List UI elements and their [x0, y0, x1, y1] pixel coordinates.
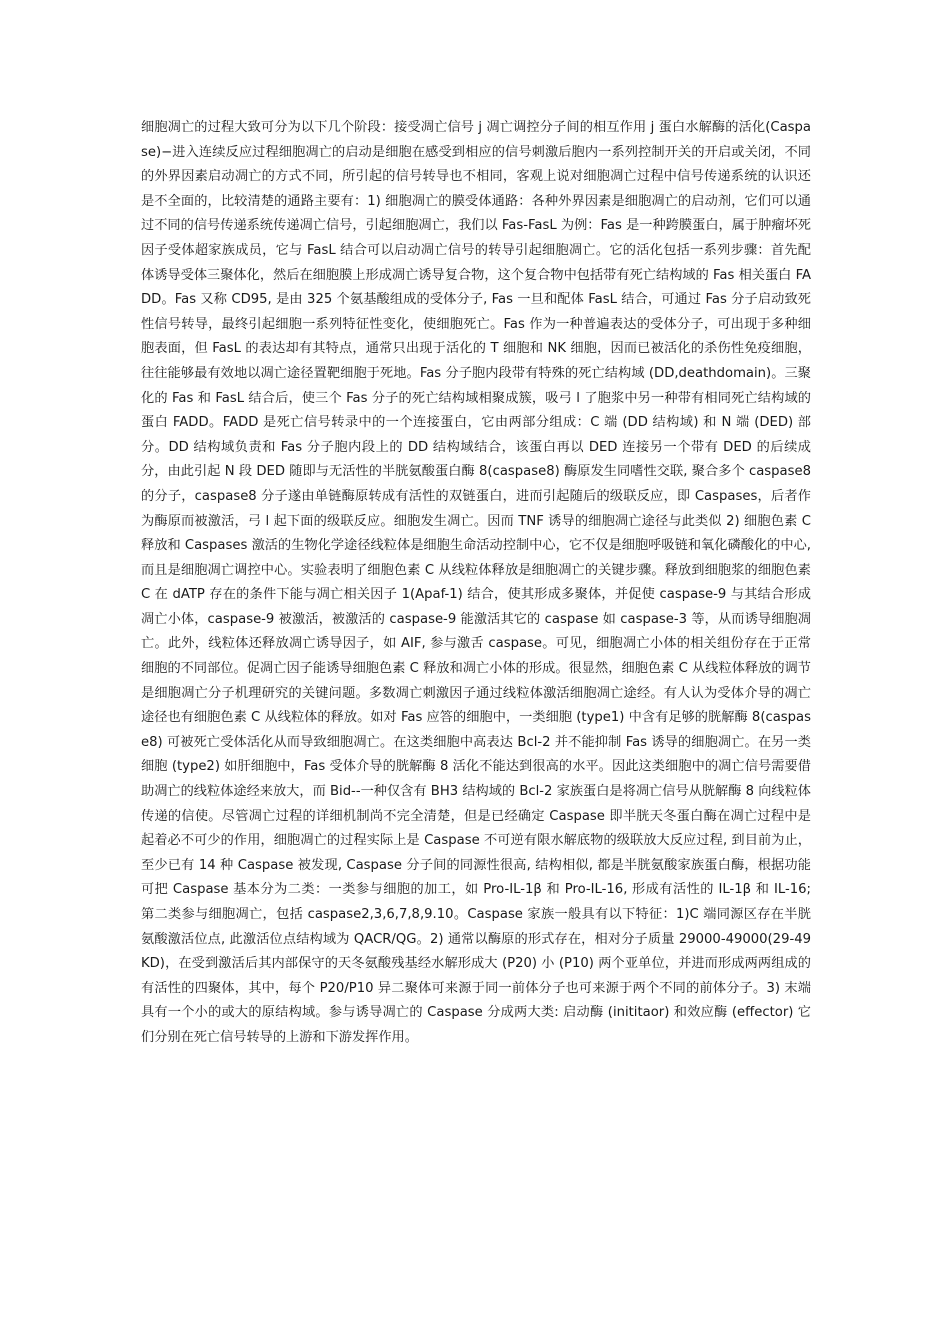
- body-paragraph: 细胞凋亡的过程大致可分为以下几个阶段：接受凋亡信号 j 凋亡调控分子间的相互作用 j 蛋白水解酶的活化(Caspase)−进入连续反应过程细胞凋亡的启动是细胞在感受到相应的信号刺激后胞内一系列控制开关的开启或关闭，不同的外界因素启动凋亡的方式不同，所引起的信号转导也不相同，客观上说对细胞凋亡过程中信号传递系统的认识还是不全面的，比较清楚的通路主要有：1) 细胞凋亡的膜受体通路：各种外界因素是细胞凋亡的启动剂，它们可以通过不同的信号传递系统传递凋亡信号，引起细胞凋亡，我们以 Fas-FasL 为例：Fas 是一种跨膜蛋白，属于肿瘤坏死因子受体超家族成员，它与 FasL 结合可以启动凋亡信号的转导引起细胞凋亡。它的活化包括一系列步骤：首先配体诱导受体三聚体化，然后在细胞膜上形成凋亡诱导复合物，这个复合物中包括带有死亡结构域的 Fas 相关蛋白 FADD。Fas 又称 CD95, 是由 325 个氨基酸组成的受体分子, Fas 一旦和配体 FasL 结合，可通过 Fas 分子启动致死性信号转导，最终引起细胞一系列特征性变化，使细胞死亡。Fas 作为一种普遍表达的受体分子，可出现于多种细胞表面，但 FasL 的表达却有其特点，通常只出现于活化的 T 细胞和 NK 细胞，因而已被活化的杀伤性免疫细胞，往往能够最有效地以凋亡途径置靶细胞于死地。Fas 分子胞内段带有特殊的死亡结构域 (DD,deathdomain)。三聚化的 Fas 和 FasL 结合后，使三个 Fas 分子的死亡结构域相聚成簇，吸弓 l 了胞浆中另一种带有相同死亡结构域的蛋白 FADD。FADD 是死亡信号转录中的一个连接蛋白，它由两部分组成：C 端 (DD 结构域) 和 N 端 (DED) 部分。DD 结构域负责和 Fas 分子胞内段上的 DD 结构域结合，该蛋白再以 DED 连接另一个带有 DED 的后续成分，由此引起 N 段 DED 随即与无活性的半胱氨酸蛋白酶 8(caspase8) 酶原发生同嗜性交联, 聚合多个 caspase8 的分子，caspase8 分子遂由单链酶原转成有活性的双链蛋白，进而引起随后的级联反应，即 Caspases，后者作为酶原而被激活，弓 l 起下面的级联反应。细胞发生凋亡。因而 TNF 诱导的细胞凋亡途径与此类似 2) 细胞色素 C 释放和 Caspases 激活的生物化学途径线粒体是细胞生命活动控制中心，它不仅是细胞呼吸链和氧化磷酸化的中心, 而且是细胞凋亡调控中心。实验表明了细胞色素 C 从线粒体释放是细胞凋亡的关键步骤。释放到细胞浆的细胞色素 C 在 dATP 存在的条件下能与凋亡相关因子 1(Apaf-1) 结合，使其形成多聚体，并促使 caspase-9 与其结合形成凋亡小体，caspase-9 被激活，被激活的 caspase-9 能激活其它的 caspase 如 caspase-3 等，从而诱导细胞凋亡。此外，线粒体还释放凋亡诱导因子，如 AIF, 参与激舌 caspase。可见，细胞凋亡小体的相关组份存在于正常细胞的不同部位。促凋亡因子能诱导细胞色素 C 释放和凋亡小体的形成。很显然，细胞色素 C 从线粒体释放的调节是细胞凋亡分子机理研究的关键问题。多数凋亡刺激因子通过线粒体激活细胞凋亡途经。有人认为受体介导的凋亡途径也有细胞色素 C 从线粒体的释放。如对 Fas 应答的细胞中，一类细胞 (type1) 中含有足够的胱解酶 8(caspase8) 可被死亡受体活化从而导致细胞凋亡。在这类细胞中高表达 Bcl-2 并不能抑制 Fas 诱导的细胞凋亡。在另一类细胞 (type2) 如肝细胞中，Fas 受体介导的胱解酶 8 活化不能达到很高的水平。因此这类细胞中的凋亡信号需要借助凋亡的线粒体途经来放大，而 Bid--一种仅含有 BH3 结构域的 Bcl-2 家族蛋白是将凋亡信号从胱解酶 8 向线粒体传递的信使。尽管凋亡过程的详细机制尚不完全清楚，但是已经确定 Caspase 即半胱天冬蛋白酶在凋亡过程中是起着必不可少的作用，细胞凋亡的过程实际上是 Caspase 不可逆有限水解底物的级联放大反应过程, 到目前为止，至少已有 14 种 Caspase 被发现, Caspase 分子间的同源性很高, 结构相似, 都是半胱氨酸家族蛋白酶，根据功能可把 Caspase 基本分为二类：一类参与细胞的加工，如 Pro-IL-1β 和 Pro-IL-16, 形成有活性的 IL-1β 和 IL-16; 第二类参与细胞凋亡，包括 caspase2,3,6,7,8,9.10。Caspase 家族一般具有以下特征：1)C 端同源区存在半胱氨酸激活位点, 此激活位点结构域为 QACR/QG。2) 通常以酶原的形式存在，相对分子质量 29000-49000(29-49KD)，在受到激活后其内部保守的天冬氨酸残基经水解形成大 (P20) 小 (P10) 两个亚单位，并进而形成两两组成的有活性的四聚体，其中，每个 P20/P10 异二聚体可来源于同一前体分子也可来源于两个不同的前体分子。3) 末端具有一个小的或大的原结构域。参与诱导凋亡的 Caspase 分成两大类: 启动酶 (inititaor) 和效应酶 (effector) 它们分别在死亡信号转导的上游和下游发挥作用。: [141, 120, 811, 1045]
